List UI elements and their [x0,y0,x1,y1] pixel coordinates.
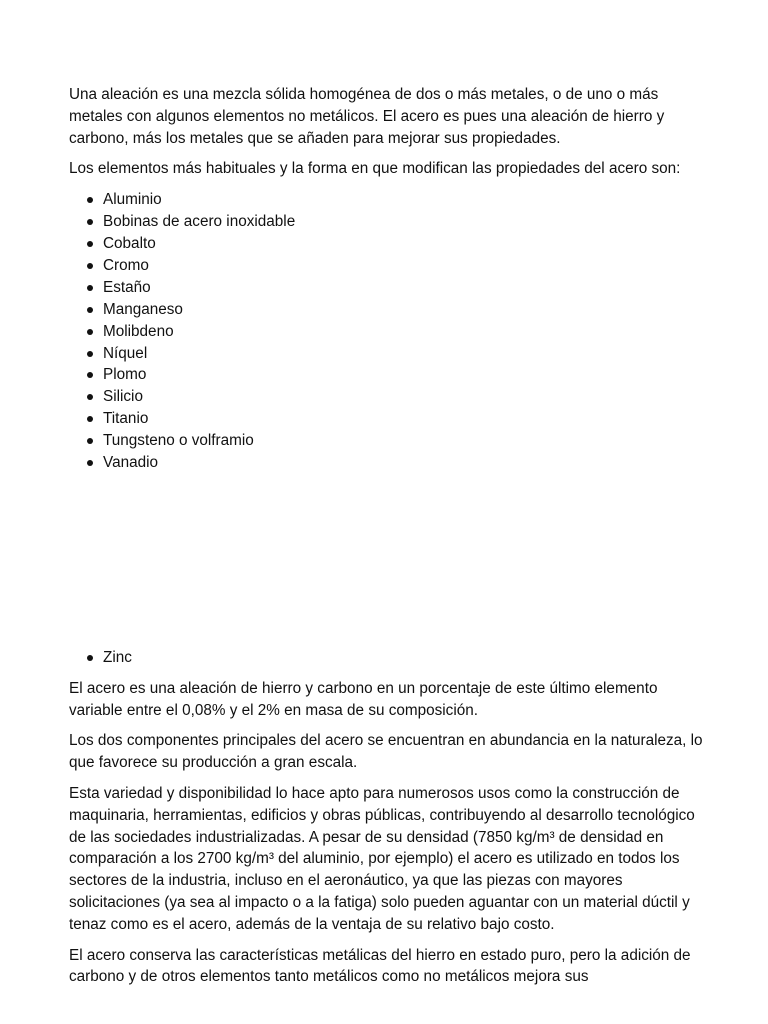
uses-paragraph: Esta variedad y disponibilidad lo hace apto para numerosos usos como la construcción de maquinaria, herramientas, edificios y obras públicas, contribuyendo al desarrollo tecnológico de las sociedades industrializadas. A pesar de su densidad (7850 kg/m³ de densidad en comparación a los 2700 kg/m³ del aluminio, por ejemplo) el acero es utilizado en todos los sectores de la industria, incluso en el aeronáutico, ya que las piezas con mayores solicitaciones (ya sea al impacto o a la fatiga) solo pueden aguantar con un material dúctil y tenaz como es el acero, además de la ventaja de su relativo bajo costo. [69,785,695,933]
intro-paragraph: Una aleación es una mezcla sólida homogénea de dos o más metales, o de uno o más metales con algunos elementos no metálicos. El acero es pues una aleación de hierro y carbono, más los metales que se añaden para mejorar sus propiedades. [69,86,665,147]
list-item: Silicio [69,386,709,408]
list-item: Plomo [69,364,709,386]
list-item: Vanadio [69,452,709,474]
abundance-paragraph: Los dos componentes principales del acero se encuentran en abundancia en la naturaleza, lo que favorece su producción a gran escala. [69,732,703,772]
list-intro-paragraph: Los elementos más habituales y la forma en que modifican las propiedades del acero son: [69,160,681,178]
list-item: Estaño [69,277,709,299]
list-item: Tungsteno o volframio [69,430,709,452]
list-item: Níquel [69,343,709,365]
list-item: Cromo [69,255,709,277]
document-body [69,84,709,997]
list-item: Bobinas de acero inoxidable [69,211,709,233]
elements-list-continued [69,647,709,669]
definition-paragraph: El acero es una aleación de hierro y carbono en un porcentaje de este último elemento variable entre el 0,08% y el 2% en masa de su composición. [69,679,658,719]
list-item: Manganeso [69,299,709,321]
list-item: Molibdeno [69,321,709,343]
list-item: Cobalto [69,233,709,255]
properties-paragraph: El acero conserva las características metálicas del hierro en estado puro, pero la adición de carbono y de otros elementos tanto metálicos como no metálicos mejora sus [69,946,691,986]
list-item: Titanio [69,408,709,430]
elements-list [69,189,709,474]
list-item: Zinc [69,647,709,669]
list-item: Aluminio [69,189,709,211]
